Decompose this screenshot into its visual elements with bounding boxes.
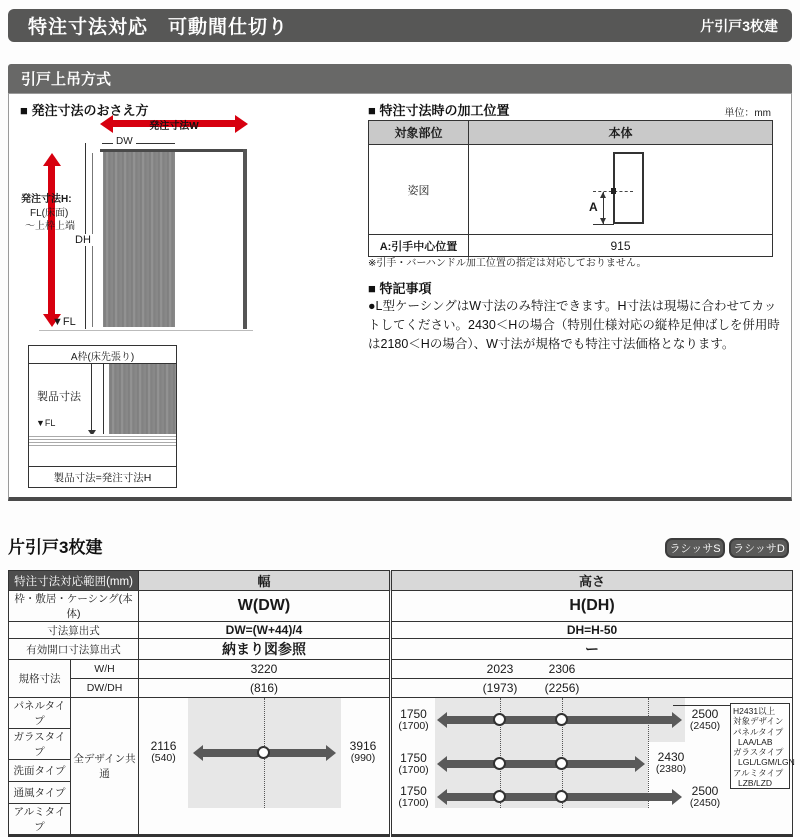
frame-row-label: 枠・敷居・ケーシング(本体) xyxy=(9,591,139,622)
formula-width-value: DW=(W+44)/4 xyxy=(139,622,391,639)
machining-note: ※引手・バーハンドル加工位置の指定は対応しておりません。 xyxy=(368,258,647,269)
height-header: 高さ xyxy=(391,571,793,591)
height-marker-3a xyxy=(493,790,506,803)
frame-width-value: W(DW) xyxy=(139,591,391,622)
type-row-aluminum: アルミタイプ xyxy=(9,804,71,836)
width-header: 幅 xyxy=(139,571,391,591)
right-jamb xyxy=(243,149,247,329)
height-range-arrow-2 xyxy=(447,760,635,768)
callout-line-1: H2431以上 xyxy=(733,706,776,716)
standard-width-dwdh: (816) xyxy=(139,679,391,698)
order-height-label-1: 発注寸法H: xyxy=(21,194,72,205)
height-min-value-2: 1750 xyxy=(400,751,427,765)
height-max-value-2: 2430 xyxy=(657,750,685,764)
handle-marker xyxy=(611,188,616,194)
inset-jamb-line xyxy=(103,364,104,434)
callout-line-8: LZB/LZD xyxy=(738,778,773,789)
unit-label: 単位：mm xyxy=(724,108,771,119)
callout-line-4: LAA/LAB xyxy=(738,736,773,747)
standard-size-label: 規格寸法 xyxy=(9,660,71,698)
width-range-chart xyxy=(139,698,389,834)
floor-line xyxy=(39,330,253,331)
inset-fl-label: ▼FL xyxy=(36,418,56,428)
width-max-label xyxy=(339,740,387,764)
height-min-label-1 xyxy=(392,708,435,732)
inset-title: A枠(床先張り) xyxy=(70,352,135,363)
standard-height-dwdh-1: (1973) xyxy=(482,681,518,695)
type-row-panel: パネルタイプ xyxy=(9,698,71,729)
width-min-value: 2116 xyxy=(150,739,177,753)
inset-dim-line xyxy=(91,364,92,430)
dh-dim-label: DH xyxy=(75,234,91,246)
width-max-value: 3916 xyxy=(349,739,377,753)
height-marker-1a xyxy=(493,713,506,726)
standard-height-wh xyxy=(391,660,793,679)
height-min-value-3: 1750 xyxy=(400,784,427,798)
a-dim-base-tick xyxy=(593,224,614,225)
section-sliding-door xyxy=(8,64,792,501)
product-name-label: 片引戸3枚建 xyxy=(700,17,778,34)
wh-label: W/H xyxy=(71,660,139,679)
inset-divider-2 xyxy=(29,466,176,467)
figure-row-label: 姿図 xyxy=(369,145,469,235)
height-marker-2a xyxy=(493,757,506,770)
height-max-paren-1: (2450) xyxy=(689,720,721,732)
height-marker-1b xyxy=(555,713,568,726)
width-max-paren: (990) xyxy=(350,752,376,764)
standard-width-wh: 3220 xyxy=(139,660,391,679)
height-min-label-2 xyxy=(392,752,435,776)
callout-leader-line xyxy=(673,705,730,706)
order-method-heading: ■ 発注寸法のおさえ方 xyxy=(20,103,149,118)
width-range-cell xyxy=(139,698,391,836)
handle-center-row-label: A:引手中心位置 xyxy=(369,235,469,257)
height-marker-3b xyxy=(555,790,568,803)
dw-dim-label: DW xyxy=(113,136,136,147)
height-max-paren-3: (2450) xyxy=(689,797,721,809)
height-min-value-1: 1750 xyxy=(400,707,427,721)
width-standard-marker xyxy=(257,746,270,759)
callout-line-7: アルミタイプ xyxy=(733,767,784,778)
height-max-label-2 xyxy=(648,751,694,775)
machining-heading: ■ 特注寸法時の加工位置 xyxy=(368,103,510,118)
opening-width-value: 納まり図参照 xyxy=(139,639,391,660)
dwdh-label: DW/DH xyxy=(71,679,139,698)
spec-table xyxy=(8,570,793,837)
standard-height-wh-2: 2306 xyxy=(548,662,576,676)
formula-row-label: 寸法算出式 xyxy=(9,622,139,639)
remarks-heading: ■ 特記事項 xyxy=(368,281,432,296)
type-row-ventilation: 通風タイプ xyxy=(9,782,71,804)
section-body xyxy=(8,93,792,501)
standard-height-dwdh xyxy=(391,679,793,698)
door-panel xyxy=(103,152,175,327)
target-part-header: 対象部位 xyxy=(369,121,469,145)
spec-section-heading: 片引戸3枚建 xyxy=(8,538,103,557)
height-min-paren-1: (1700) xyxy=(398,720,429,732)
type-row-glass: ガラスタイプ xyxy=(9,729,71,760)
callout-line-3: パネルタイプ xyxy=(733,726,784,737)
range-header: 特注寸法対応範囲(mm) xyxy=(9,571,139,591)
door-figure xyxy=(613,152,644,224)
handle-center-value: 915 xyxy=(469,235,773,257)
height-max-paren-2: (2380) xyxy=(655,763,687,775)
page-title: 特注寸法対応 可動間仕切り xyxy=(28,17,289,38)
width-min-label xyxy=(140,740,187,764)
inset-bottom-label: 製品寸法=発注寸法H xyxy=(53,472,152,484)
height-max-label-1 xyxy=(682,708,728,732)
callout-line-5: ガラスタイプ xyxy=(733,747,784,758)
remarks-text: ●L型ケーシングはW寸法のみ特注できます。H寸法は現場に合わせてカットしてください。2430＜Hの場合（特別仕様対応の縦枠足伸ばしを併用時は2180＜Hの場合）、W寸法が規格でも特注寸法価格となります。 xyxy=(368,299,780,351)
height-min-label-3 xyxy=(392,785,435,809)
height-max-label-3 xyxy=(682,785,728,809)
a-dim-label: A xyxy=(589,200,598,214)
order-height-arrow xyxy=(48,166,55,314)
height-max-value-1: 2500 xyxy=(691,707,719,721)
standard-height-wh-1: 2023 xyxy=(486,662,514,676)
a-dim-arrow-up xyxy=(600,192,606,198)
inset-product-dim-label: 製品寸法 xyxy=(37,391,81,403)
common-design-label: 全デザイン共通 xyxy=(71,698,139,836)
height-marker-2b xyxy=(555,757,568,770)
opening-row-label: 有効開口寸法算出式 xyxy=(9,639,139,660)
type-row-washroom: 洗面タイプ xyxy=(9,760,71,782)
height-range-cell xyxy=(391,698,793,836)
inset-floor-hatch xyxy=(29,434,176,446)
machining-table xyxy=(368,120,773,257)
order-height-label-2: FL(床面) xyxy=(30,208,69,219)
height-min-paren-2: (1700) xyxy=(398,764,429,776)
fl-label: ▼FL xyxy=(52,316,76,328)
callout-line-2: 対象デザイン xyxy=(733,716,784,727)
inset-door-panel xyxy=(106,364,176,434)
section-title-bar: 引戸上吊方式 xyxy=(8,64,792,93)
order-width-arrow xyxy=(113,120,235,132)
inset-box xyxy=(28,345,177,488)
callout-box xyxy=(730,703,795,789)
formula-height-value: DH=H-50 xyxy=(391,622,793,639)
height-min-paren-3: (1700) xyxy=(398,797,429,809)
standard-height-dwdh-2: (2256) xyxy=(544,681,580,695)
frame-height-value: H(DH) xyxy=(391,591,793,622)
width-min-paren: (540) xyxy=(151,752,176,764)
height-range-chart xyxy=(392,698,795,834)
badge-lasissa-d[interactable]: ラシッサD xyxy=(729,538,789,558)
callout-line-6: LGL/LGM/LGN xyxy=(738,757,795,768)
height-max-value-3: 2500 xyxy=(691,784,719,798)
order-height-label-3: 〜上枠上端 xyxy=(25,221,75,232)
top-header-bar xyxy=(8,9,792,42)
body-header: 本体 xyxy=(469,121,773,145)
figure-cell xyxy=(469,145,773,235)
badge-lasissa-s[interactable]: ラシッサS xyxy=(665,538,725,558)
opening-height-value: ー xyxy=(391,639,793,660)
order-width-arrow-label: 発注寸法W xyxy=(149,121,199,132)
